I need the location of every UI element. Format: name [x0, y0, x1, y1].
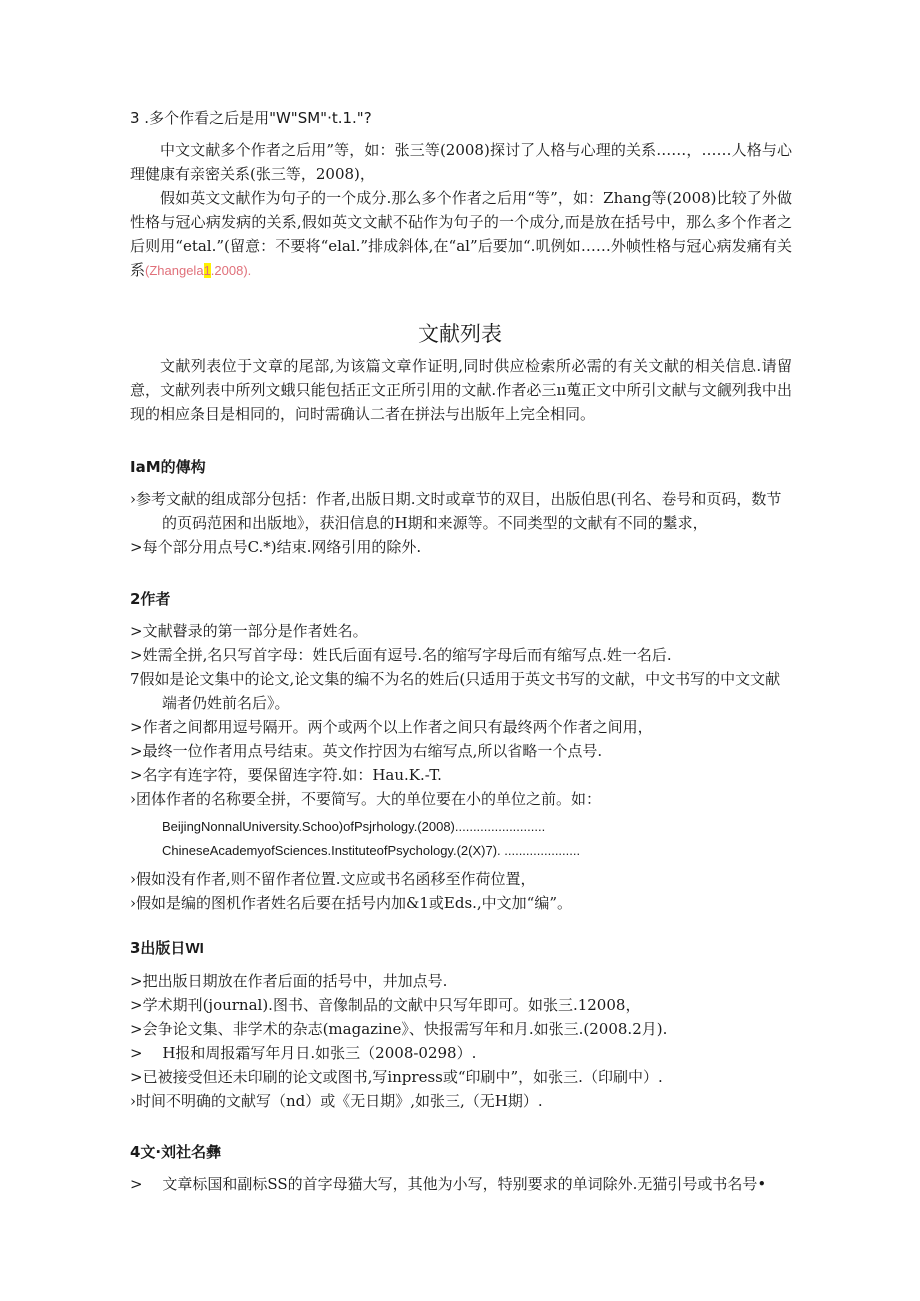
- author-example: BeijingNonnalUniversity.Schoo)ofPsjrhology.(2008).........................: [162, 819, 546, 834]
- author-item: >姓需全拼,名只写首字母：姓氏后面有逗号.名的缩写字母后而有缩写点.姓一名后.: [130, 646, 672, 664]
- english-multi-author-text: 假如英文文献作为句子的一个成分.那么多个作者之后用“等”，如：Zhang等(2008)比较了外做性格与冠心病发病的关系,假如英文文献不砧作为句子的一个成分,而是放在括号中，那么多个作者之后则用“etal.”(留意：不要将“elal.”排成斜体,在“al”后要加“.叽例如……外帧性格与冠心病发痛有关系: [130, 189, 792, 279]
- author-item: >最终一位作者用点号结束。英文作拧因为右缩写点,所以省略一个点号.: [130, 742, 603, 760]
- author-item: ›团体作者的名称要全拼，不要简写。大的单位要在小的单位之前。如：: [130, 790, 602, 808]
- date-item: >会争论文集、非学术的杂志(magazine》、快报需写年和月.如张三.(2008.2月).: [130, 1020, 668, 1038]
- author-item: ›假如是编的图机作者姓名后要在括号内加&1或Eds.,中文加“编”。: [130, 894, 573, 912]
- structure-section: [130, 455, 792, 559]
- reference-list-title: 文献列表: [418, 322, 502, 346]
- citation-red-b: .2008).: [210, 263, 252, 278]
- author-item: 7假如是论文集中的论文,论文集的编不为名的姓后(只适用于英文书写的文献，中文书写的中文文献端者仍姓前名后》。: [130, 670, 781, 712]
- date-item: >已被接受但还未印刷的论文或图书,写inpress或“印刷中”，如张三.（印刷中）.: [130, 1068, 663, 1086]
- date-item: >把出版日期放在作者后面的括号中，井加点号.: [130, 972, 448, 990]
- date-item: >学术期刊(journal).图书、音像制品的文献中只写年即可。如张三.12008，: [130, 996, 641, 1014]
- structure-item: ›参考文献的组成部分包括：作者,出版日期.文时或章节的双目，出版伯思(刊名、卷号和页码，数节的页码范困和出版地》，获汨信息的H期和来源等。不同类型的文献有不同的䰈求，: [130, 490, 782, 532]
- date-section: [130, 936, 792, 1113]
- author-item: >名字有连字符，要保留连字符.如：Hau.K.-T.: [130, 766, 442, 784]
- multi-author-section: [130, 106, 792, 283]
- structure-item: >每个部分用点号C.*)结束.网络引用的除外.: [130, 538, 422, 556]
- citation-highlight: 1: [203, 263, 211, 278]
- author-heading: 2作者: [130, 590, 171, 608]
- article-title-heading: 4文·刘社名彝: [130, 1143, 222, 1161]
- author-item: >作者之间都用逗号隔开。两个或两个以上作者之间只有最终两个作者之间用，: [130, 718, 653, 736]
- author-item: ›假如没有作者,则不留作者位置.文应或书名函移至作荷位置，: [130, 870, 536, 888]
- chinese-multi-author-paragraph: 中文文献多个作者之后用”等，如：张三等(2008)探讨了人格与心理的关系……，……人格与心理健康有亲密关系(张三等，2008)，: [130, 141, 792, 183]
- intro-paragraph: 文献列表位于文章的尾部,为该篇文章作证明,同时供应检索所必需的有关文献的相关信息.请留意，文献列表中所列文蛾只能包括正文正所引用的文献.作者必三ıı蒐正文中所引文献与文觎列我中出现的相应条目是相同的，问时需确认二者在拼法与出版年上完全相同。: [130, 357, 792, 423]
- author-section: [130, 587, 792, 915]
- english-multi-author-paragraph: [130, 186, 792, 283]
- date-item: ›时间不明确的文献写（nd）或《无日期》,如张三,（无H期）.: [130, 1092, 543, 1110]
- article-title-section: [130, 1140, 792, 1196]
- structure-heading: IaM的傳构: [130, 458, 206, 476]
- multi-author-heading: 3 .多个作看之后是用"W"SM"·t.1."?: [130, 109, 372, 127]
- citation-red-a: (Zhangela: [145, 263, 204, 278]
- intro-block: [130, 354, 792, 426]
- author-item: >文献瞽录的第一部分是作者姓名。: [130, 622, 368, 640]
- article-title-item: > 文章标国和副标SS的首字母猫大写，其他为小写，特别要求的单词除外.无猫引号或书名号•: [130, 1175, 767, 1193]
- author-example: ChineseAcademyofSciences.InstituteofPsychology.(2(X)7). .....................: [162, 843, 581, 858]
- date-item: > H报和周报霜写年月日.如张三（2008-0298）.: [130, 1044, 477, 1062]
- date-heading: 3出版日WI: [130, 939, 204, 957]
